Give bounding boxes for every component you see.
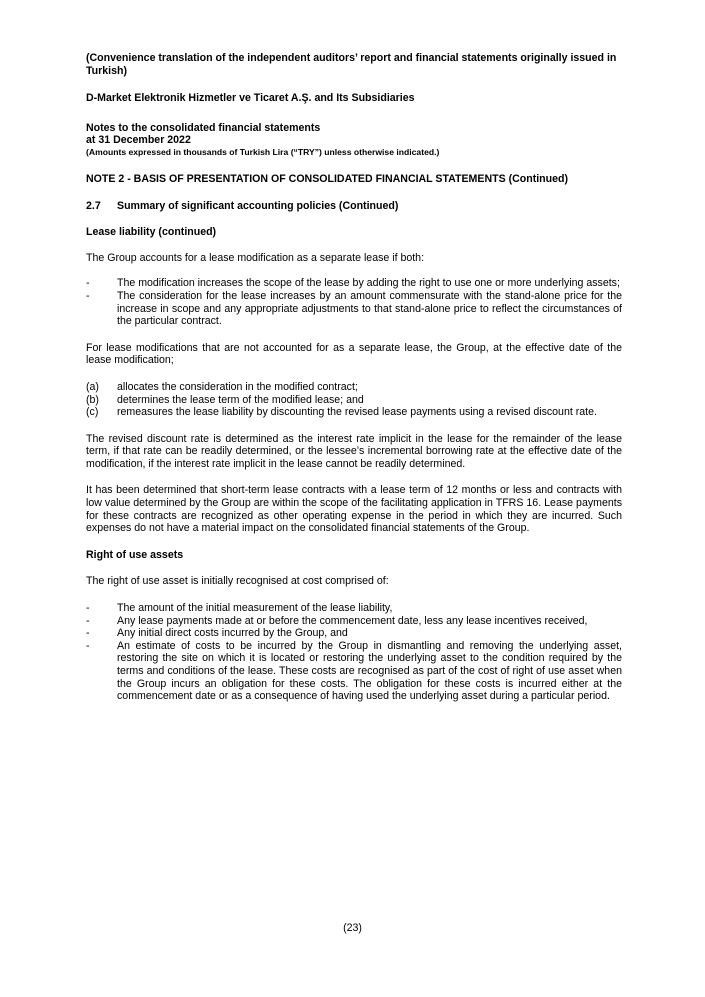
list-marker: - [86,602,90,615]
lease-conditions-list [86,277,622,327]
list-marker: - [86,289,90,302]
list-item-text: Any lease payments made at or before the commencement date, less any lease incentives received, [117,614,588,627]
list-item [86,615,622,628]
list-marker: - [86,614,90,627]
lease-modification-steps [86,381,622,419]
lease-liability-heading: Lease liability (continued) [86,226,217,239]
notes-title: Notes to the consolidated financial statements [86,121,321,134]
list-marker: - [86,627,90,640]
section-title: Summary of significant accounting policies (Continued) [117,199,399,212]
list-item-text: An estimate of costs to be incurred by the Group in dismantling and removing the underlying asset, restoring the site on which it is located or restoring the underlying asset to the condition required by the terms and conditions of the lease. These costs are recognised as part of the cost of right of use asset when the Group incurs an obligation for these costs. The obligation for these costs is incurred either at the commencement date or as a consequence of having used the underlying asset during a particular period. [117,639,622,703]
list-item-text: The amount of the initial measurement of the lease liability, [117,602,393,615]
section-number: 2.7 [86,199,101,212]
note-title: NOTE 2 - BASIS OF PRESENTATION OF CONSOLIDATED FINANCIAL STATEMENTS (Continued) [86,172,569,185]
right-of-use-heading: Right of use assets [86,548,184,561]
amounts-note: (Amounts expressed in thousands of Turkish Lira (“TRY”) unless otherwise indicated.) [86,146,440,157]
page-number: (23) [343,922,362,934]
list-item-text: allocates the consideration in the modified contract; [117,380,358,393]
page-content [86,52,622,703]
revised-discount-rate-paragraph: The revised discount rate is determined as the interest rate implicit in the lease for the remainder of the lease term, if that rate can be readily determined, or the lessee’s incremental borrowing rate at the effective date of the modification, if the interest rate implicit in the lease cannot be readily determined. [86,432,622,470]
report-date: at 31 December 2022 [86,134,191,147]
list-item-text: Any initial direct costs incurred by the Group, and [117,627,348,640]
list-marker: - [86,639,90,652]
convenience-translation-note: (Convenience translation of the independent auditors’ report and financial statements originally issued in Turkish) [86,52,617,77]
list-item [86,602,622,615]
list-item [86,290,622,328]
company-name: D-Market Elektronik Hizmetler ve Ticaret A.Ş. and Its Subsidiaries [86,92,415,105]
list-item [86,640,622,703]
list-item [86,394,622,407]
list-marker: (b) [86,393,99,406]
list-marker: - [86,277,90,290]
list-marker: (c) [86,406,99,419]
right-of-use-intro: The right of use asset is initially recognised at cost comprised of: [86,575,389,588]
right-of-use-cost-list [86,602,622,703]
list-item [86,277,622,290]
short-term-lease-paragraph: It has been determined that short-term lease contracts with a lease term of 12 months or less and contracts with low value determined by the Group are within the scope of the facilitating application in TFRS 16. Lease payments for these contracts are recognized as other operating expense in the period in which they are incurred. Such expenses do not have a material impact on the consolidated financial statements of the Group. [86,484,622,535]
section-heading [86,200,622,213]
list-item-text: remeasures the lease liability by discounting the revised lease payments using a revised discount rate. [117,406,597,419]
list-item [86,627,622,640]
list-item-text: determines the lease term of the modified lease; and [117,393,364,406]
lease-intro: The Group accounts for a lease modification as a separate lease if both: [86,251,425,264]
list-item-text: The consideration for the lease increases by an amount commensurate with the stand-alone price for the increase in scope and any appropriate adjustments to that stand-alone price to reflect the circumstances of the particular contract. [117,289,622,328]
list-marker: (a) [86,380,99,393]
list-item-text: The modification increases the scope of the lease by adding the right to use one or more underlying assets; [117,277,620,290]
list-item [86,381,622,394]
list-item [86,406,622,419]
lease-modifications-paragraph: For lease modifications that are not accounted for as a separate lease, the Group, at the effective date of the lease modification; [86,341,622,367]
